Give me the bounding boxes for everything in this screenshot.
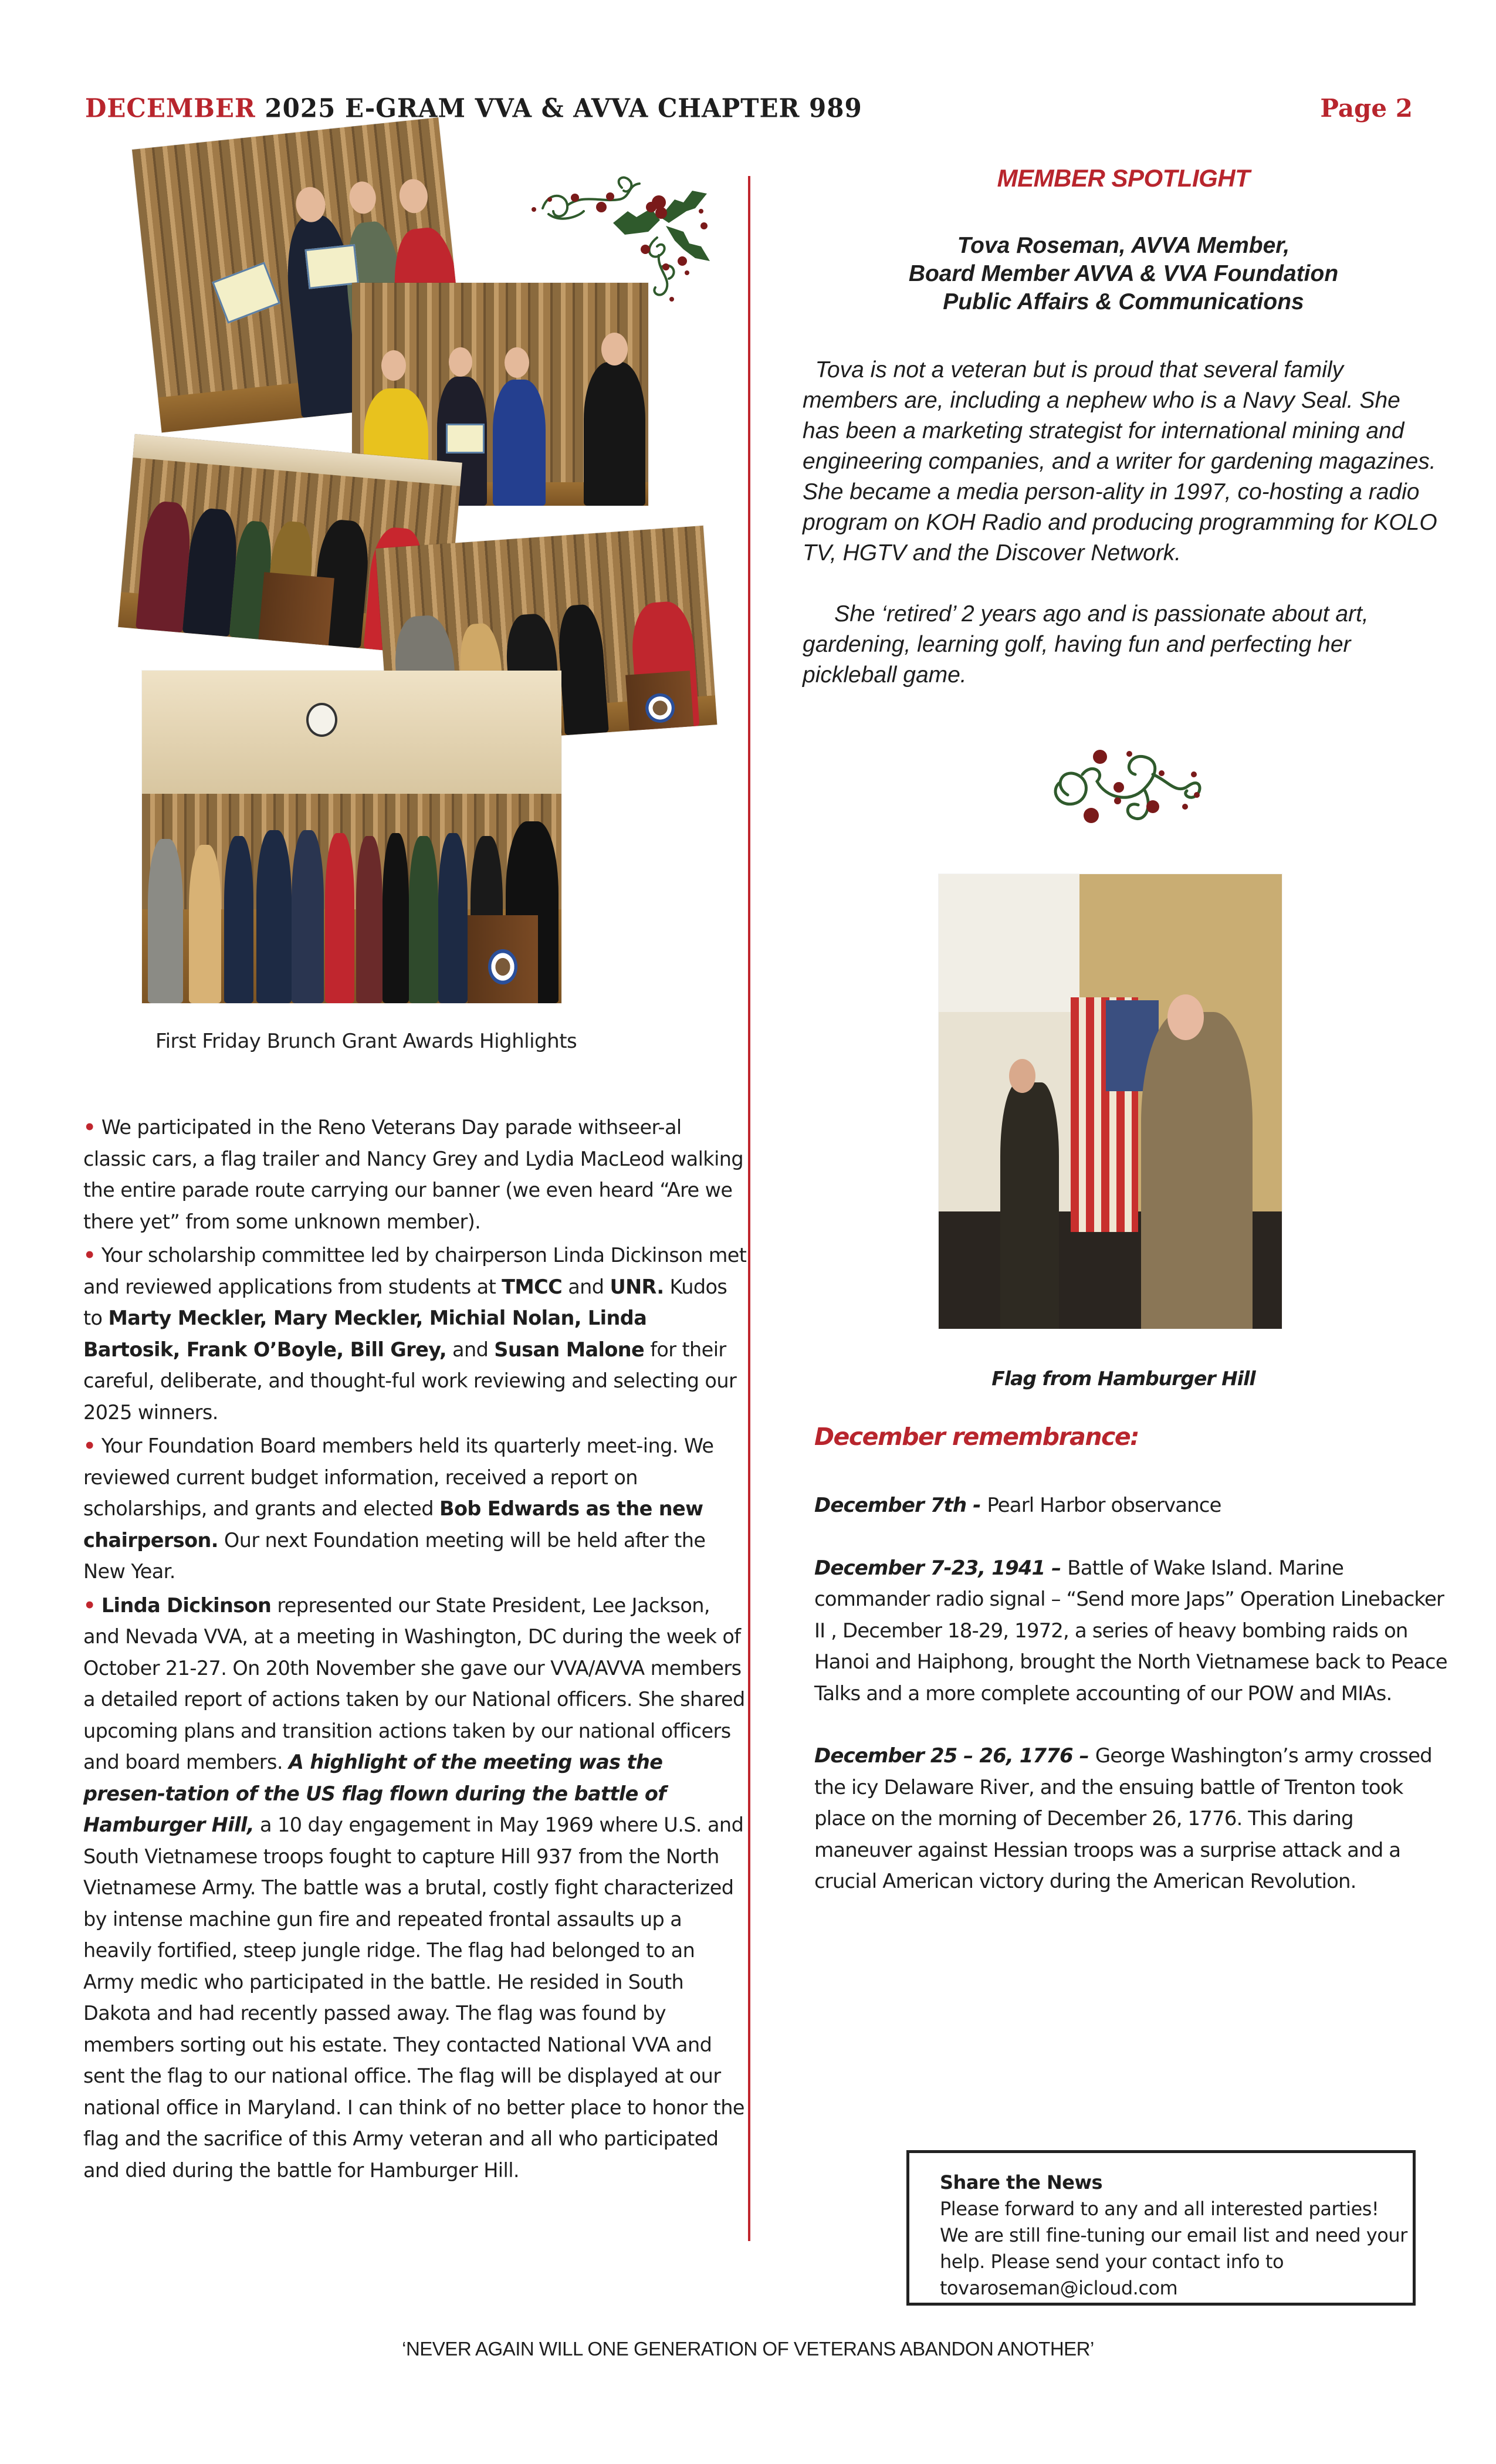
flag-photo-caption: Flag from Hamburger Hill (991, 1367, 1255, 1390)
spotlight-title: MEMBER SPOTLIGHT (997, 164, 1250, 192)
wall-clock-icon (306, 703, 337, 737)
spotlight-body (803, 355, 1442, 691)
share-box-body: Please forward to any and all interested parties! We are still fine-tuning our email list and need your help. Please send your contact info to tovaroseman@icloud.com (940, 2198, 1407, 2299)
remembrance-entry: December 25 – 26, 1776 – George Washington’s army crossed the icy Delaware River, and the ensuing battle of Trenton took place on the morning of December 26, 1776. This daring maneuver against Hessian troops was a surprise attack and a crucial American victory during the American Revolution. (814, 1744, 1432, 1893)
collage-caption: First Friday Brunch Grant Awards Highlights (155, 1030, 577, 1053)
news-bullet-national-meeting: • Linda Dickinson represented our State President, Lee Jackson, and Nevada VVA, at a meeting in Washington, DC during the week of October 21-27. On 20th November she gave our VVA/AVVA members a detailed report of actions taken by our National officers. She shared upcoming plans and transition actions taken by our national officers and board members. A highlight of the meeting was the presen-tation of the US flag flown during the battle of Hamburger Hill, a 10 day engagement in May 1969 where U.S. and South Vietnamese troops fought to capture Hill 937 from the North Vietnamese Army. The battle was a brutal, costly fight characterized by intense machine gun fire and repeated frontal assaults up a heavily fortified, steep jungle ridge. The flag had belonged to an Army medic who participated in the battle. He resided in South Dakota and had recently passed away. The flag was found by members sorting out his estate. They contacted National VVA and sent the flag to our national office. The flag will be displayed at our national office in Maryland. I can think of no better place to honor the flag and the sacrifice of this Army veteran and all who participated and died during the battle for Hamburger Hill. (83, 1593, 745, 2182)
spotlight-paragraph-1: Tova is not a veteran but is proud that several family members are, including a nephew who is a Navy Seal. She has been a marketing strategist for international mining and engineering companies, and a writer for gardening magazines. She became a media person-ality in 1997, co-hosting a radio program on KOH Radio and producing programming for KOLO TV, HGTV and the Discover Network. (803, 357, 1437, 566)
bullet-icon: • (83, 1244, 96, 1267)
left-column-news (83, 1112, 749, 2188)
spotlight-subtitle: Tova Roseman, AVVA Member, Board Member AVVA & VVA Foundation Public Affairs & Communications (908, 233, 1339, 314)
news-bullet-foundation: • Your Foundation Board members held its quarterly meet-ing. We reviewed current budget information, received a report on scholarships, and grants and elected Bob Edwards as the new chairperson. Our next Foundation meeting will be held after the New Year. (83, 1434, 714, 1583)
award-photo-full-group (142, 671, 561, 1003)
swirl-ornament-icon (1041, 739, 1217, 827)
flag-from-hamburger-hill-photo (939, 874, 1282, 1329)
bullet-icon: • (83, 1116, 96, 1139)
page-number: Page 2 (1320, 94, 1413, 123)
header-title: 2025 E-GRAM VVA & AVVA CHAPTER 989 (265, 93, 862, 124)
footer-motto: ‘NEVER AGAIN WILL ONE GENERATION OF VETERANS ABANDON ANOTHER’ (402, 2338, 1094, 2360)
remembrance-entry: December 7th - Pearl Harbor observance (814, 1494, 1221, 1517)
bullet-icon: • (83, 1434, 96, 1457)
spotlight-paragraph-2: She ‘retired’ 2 years ago and is passionate about art, gardening, learning golf, having fun and perfecting her pickleball game. (803, 601, 1369, 688)
remembrance-list (814, 1490, 1454, 1929)
header-month: DECEMBER (85, 93, 256, 124)
news-bullet-scholarship: • Your scholarship committee led by chairperson Linda Dickinson met and reviewed applications from students at TMCC and UNR. Kudos to Marty Meckler, Mary Meckler, Michial Nolan, Linda Bartosik, Frank O’Boyle, Bill Grey, and Susan Malone for their careful, deliberate, and thought-ful work reviewing and selecting our 2025 winners. (83, 1244, 747, 1424)
share-box-title: Share the News (940, 2171, 1103, 2194)
remembrance-title: December remembrance: (814, 1423, 1139, 1451)
news-bullet-parade: • We participated in the Reno Veterans Day parade withseer-al classic cars, a flag trailer and Nancy Grey and Lydia MacLeod walking the entire parade route carrying our banner (we even heard “Are we there yet” from some unknown member). (83, 1116, 744, 1233)
remembrance-entry: December 7-23, 1941 – Battle of Wake Island. Marine commander radio signal – “Send more Japs” Operation Linebacker II , December 18-29, 1972, a series of heavy bombing raids on Hanoi and Haiphong, brought the North Vietnamese back to Peace Talks and a more complete accounting of our POW and MIAs. (814, 1556, 1447, 1705)
newsletter-header (85, 93, 862, 123)
share-the-news-box (906, 2150, 1416, 2306)
bullet-icon: • (83, 1593, 96, 1617)
